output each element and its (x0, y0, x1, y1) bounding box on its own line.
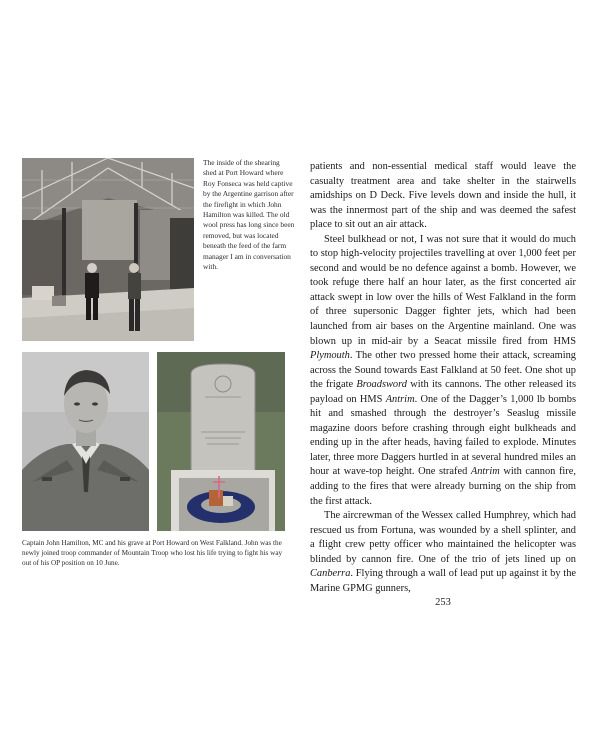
ship-name: Plymouth (310, 350, 350, 362)
body-text-column (310, 160, 576, 596)
shearing-shed-caption: The inside of the shearing shed at Port Howard where Roy Fonseca was held captive by the Argentine garrison after the firefight in which John Hamilton was killed. The old wool press has long since been removed, but was located beneath the feed of the farm manager I am in conversation with. (203, 158, 295, 272)
captain-portrait-photo (22, 352, 149, 531)
ship-name: Antrim (470, 466, 500, 478)
page-number: 253 (435, 597, 451, 608)
grave-photo (157, 352, 285, 531)
shearing-shed-photo (22, 158, 194, 341)
hamilton-caption: Captain John Hamilton, MC and his grave at Port Howard on West Falkland. John was the newly joined troop commander of Mountain Troop who lost his life trying to fight his way out of his OP position on 10 June. (22, 539, 283, 568)
ship-name: Broadsword (356, 379, 407, 391)
ship-name: Canberra (310, 568, 351, 580)
paragraph-2: Steel bulkhead or not, I was not sure that it would do much to stop high-velocity projectiles travelling at over 1,000 feet per second and would be no defence against a bomb. However, we took refuge there half an hour later, as the first concerted air attack swept in low over the hills of West Falkland in the form of three supersonic Dagger fighter jets, which had been launched from air bases on the Argentine mainland. One was blown up in mid-air by a Seacat missile fired from HMS Plymouth. The other two pressed home their attack, screaming across the Sound towards East Falkland at 50 feet. One shot up the frigate Broadsword with its cannons. The other released its payload on HMS Antrim. One of the Dagger’s 1,000 lb bombs hit and smashed through the destroyer’s Seaslug missile magazine doors before crashing through eight bulkheads and ending up in the after heads, having failed to explode. Minutes later, three more Daggers hurtled in at several hundred miles an hour at wave-top height. One strafed Antrim with cannon fire, adding to the fires that were already burning on the ship from the first attack. (310, 233, 576, 507)
paragraph-3: The aircrewman of the Wessex called Humphrey, which had rescued us from Fortuna, was wounded by a shell splinter, and a flight crew petty officer who maintained the helicopter was blinded by cannon fire. One of the trio of jets lined up on Canberra. Flying through a wall of lead put up against it by the Marine GPMG gunners, (310, 510, 576, 594)
ship-name: Antrim (385, 393, 415, 405)
paragraph-1: patients and non-essential medical staff would leave the casualty treatment area and take shelter in the stairwells amidships on D Deck. Five levels down and inside the hull, it was the innermost part of the ship and was deemed the safest place to sit out an air attack. (310, 161, 576, 231)
